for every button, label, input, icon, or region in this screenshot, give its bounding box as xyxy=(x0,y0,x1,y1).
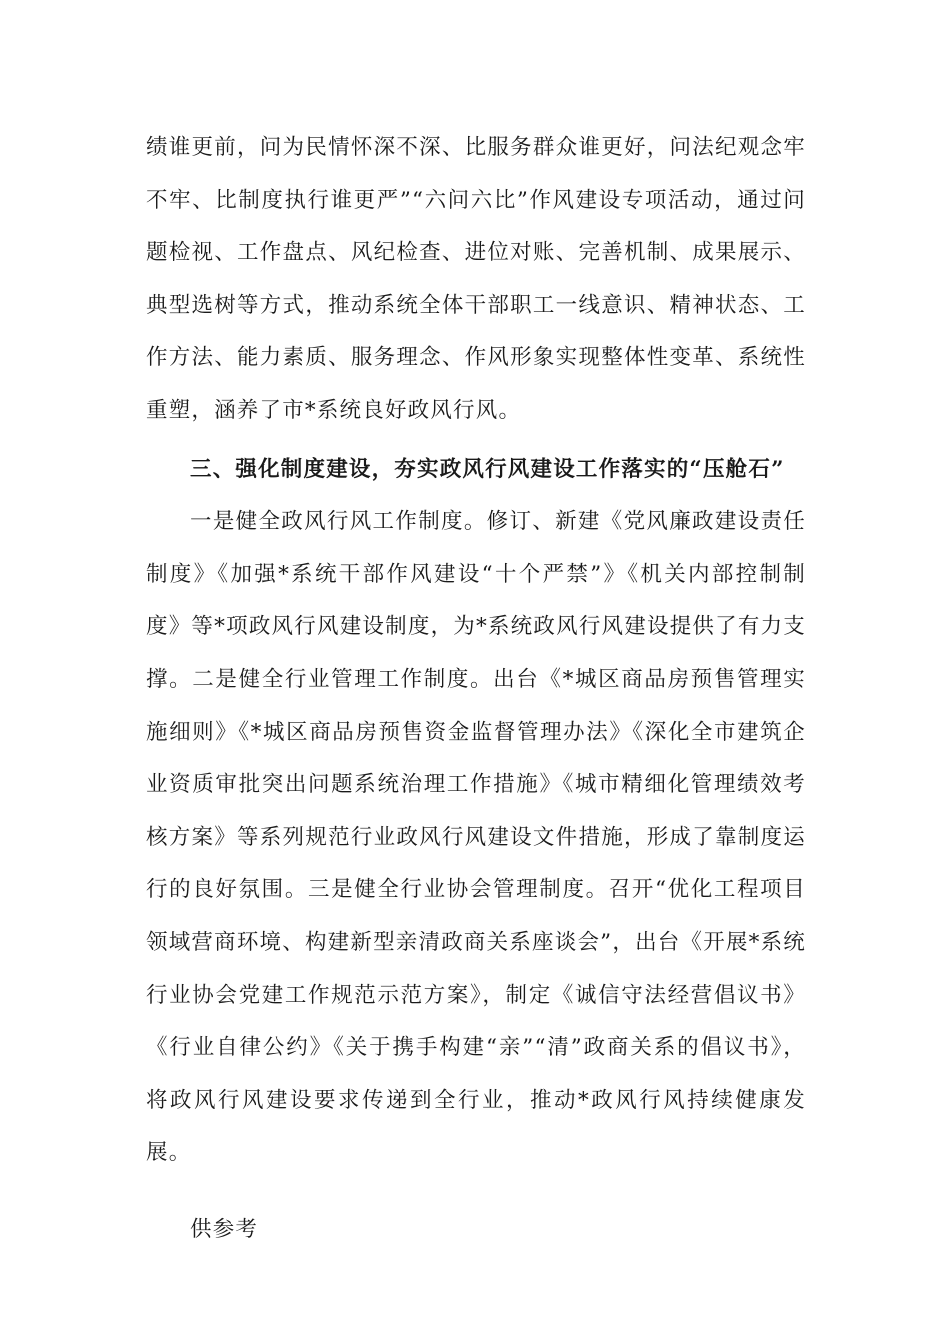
paragraph-continuation: 绩谁更前，问为民情怀深不深、比服务群众谁更好，问法纪观念牢不牢、比制度执行谁更严”“六问六比”作风建设专项活动，通过问题检视、工作盘点、风纪检查、进位对账、完善机制、成果展示、典型选树等方式，推动系统全体干部职工一线意识、精神状态、工作方法、能力素质、服务理念、作风形象实现整体性变革、系统性重塑，涵养了市*系统良好政风行风。 xyxy=(146,135,806,423)
document-body xyxy=(146,122,806,1256)
paragraph-institution-building: 一是健全政风行风工作制度。修订、新建《党风廉政建设责任制度》《加强*系统干部作风建设“十个严禁”》《机关内部控制制度》等*项政风行风建设制度，为*系统政风行风建设提供了有力支撑。二是健全行业管理工作制度。出台《*城区商品房预售管理实施细则》《*城区商品房预售资金监督管理办法》《深化全市建筑企业资质审批突出问题系统治理工作措施》《城市精细化管理绩效考核方案》等系列规范行业政风行风建设文件措施，形成了靠制度运行的良好氛围。三是健全行业协会管理制度。召开“优化工程项目领域营商环境、构建新型亲清政商关系座谈会”，出台《开展*系统行业协会党建工作规范示范方案》，制定《诚信守法经营倡议书》《行业自律公约》《关于携手构建“亲”“清”政商关系的倡议书》，将政风行风建设要求传递到全行业，推动*政风行风持续健康发展。 xyxy=(146,509,806,1166)
closing-note: 供参考 xyxy=(190,1216,259,1242)
section-heading: 三、强化制度建设，夯实政风行风建设工作落实的“压舱石” xyxy=(190,456,785,482)
